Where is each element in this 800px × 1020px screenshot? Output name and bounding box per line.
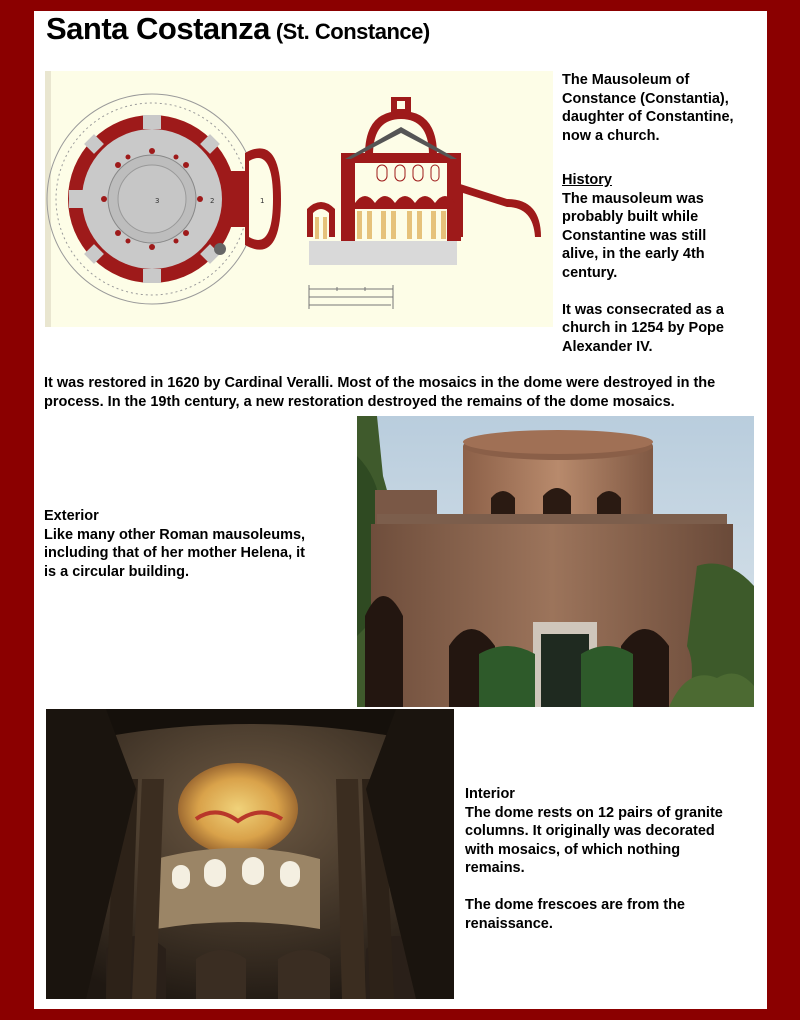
plan-label-3: 3 bbox=[155, 197, 160, 205]
interior-photo-svg bbox=[46, 709, 454, 999]
plan-edge bbox=[45, 71, 51, 327]
history-para-2: It was consecrated as a church in 1254 by Pope Alexander IV. bbox=[562, 301, 724, 355]
history-section bbox=[562, 171, 762, 356]
interior-para-2: The dome frescoes are from the renaissance. bbox=[465, 897, 685, 932]
stair-tower bbox=[214, 243, 226, 255]
interior-heading: Interior bbox=[465, 786, 515, 802]
interior-photo bbox=[46, 709, 454, 999]
architectural-plan-drawing bbox=[45, 71, 553, 327]
intro-text: The Mausoleum of Constance (Constantia), daughter of Constantine, now a church. bbox=[562, 72, 734, 144]
history-para-1: The mausoleum was probably built while Constantine was still alive, in the early 4th century. bbox=[562, 190, 707, 281]
exterior-photo bbox=[357, 416, 754, 707]
plan-svg bbox=[45, 71, 553, 327]
exterior-photo-svg bbox=[357, 416, 754, 707]
interior-para-1: The dome rests on 12 pairs of granite columns. It originally was decorated with mosaics, of which nothing remains. bbox=[465, 804, 723, 876]
exterior-heading: Exterior bbox=[44, 508, 99, 524]
exterior-section bbox=[44, 507, 354, 581]
page-title bbox=[46, 11, 430, 47]
title-main: Santa Costanza bbox=[46, 11, 270, 46]
exterior-text: Like many other Roman mausoleums, including that of her mother Helena, it is a circular building. bbox=[44, 526, 306, 580]
page bbox=[34, 11, 767, 1009]
interior-section bbox=[465, 785, 761, 933]
center-circle bbox=[118, 165, 186, 233]
plan-label-2: 2 bbox=[210, 197, 215, 205]
plan-label-1: 1 bbox=[260, 197, 265, 205]
section-drawing bbox=[307, 97, 541, 265]
title-subtitle: (St. Constance) bbox=[275, 19, 430, 44]
restoration-text: It was restored in 1620 by Cardinal Veralli. Most of the mosaics in the dome were destroyed in the process. In the 19th century, a new restoration destroyed the remains of the dome mosaics. bbox=[44, 375, 716, 410]
section-ground bbox=[309, 241, 457, 265]
history-heading: History bbox=[562, 172, 612, 188]
scale-bar bbox=[309, 285, 393, 309]
